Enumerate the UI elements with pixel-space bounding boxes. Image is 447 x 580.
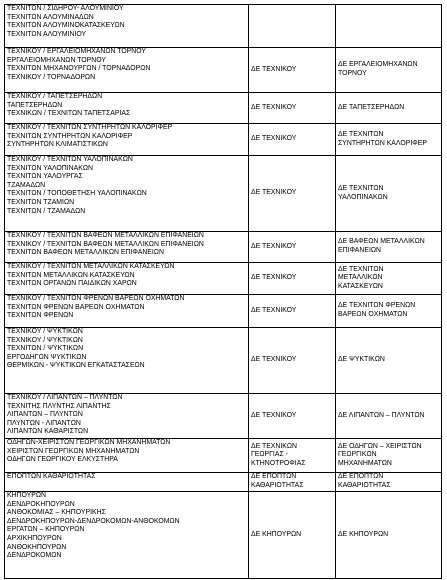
job-titles-cell <box>5 5 249 48</box>
cell-text-line: ΕΠΟΠΤΩΝ ΚΑΘΑΡΙΟΤΗΤΑΣ <box>7 473 96 480</box>
cell-text-line: ΥΑΛΟΠΙΝΑΚΩΝ <box>338 193 388 201</box>
cell-text-line: ΤΕΧΝΙΤΩΝ / ΣΙΔΗΡΟΥ- ΑΛΟΥΜΙΝΙΟΥ <box>7 5 124 12</box>
table-row <box>5 156 442 232</box>
cell-text-line: ΔΕ ΤΕΧΝΙΤΩΝ <box>338 130 384 138</box>
cell-text-line: ΔΕ ΨΥΚΤΙΚΩΝ <box>338 356 385 364</box>
table-row <box>5 93 442 124</box>
table-row <box>5 124 442 156</box>
cell-text-line: ΤΟΡΝΟΥ <box>338 70 367 77</box>
specialty-cell <box>336 232 442 263</box>
specialties-table <box>4 4 442 579</box>
cell-text-line: ΤΕΧΝΙΤΩΝ ΦΡΕΝΩΝ ΒΑΡΕΩΝ ΟΧΗΜΑΤΩΝ <box>7 303 145 311</box>
cell-text-line: ΕΡΓΟΔΗΓΩΝ ΨΥΚΤΙΚΩΝ <box>7 353 87 361</box>
cell-text-line: ΘΕΡΜΙΚΩΝ - ΨΥΚΤΙΚΩΝ ΕΓΚΑΤΑΣΤΑΣΕΩΝ <box>7 362 145 370</box>
cell-text-line: ΔΕ ΤΕΧΝΙΤΩΝ ΦΡΕΝΩΝ <box>338 302 416 310</box>
cell-text-line: ΤΕΧΝΙΚΟΥ / ΨΥΚΤΙΚΩΝ <box>7 336 83 344</box>
cell-text-line: ΚΑΘΑΡΙΟΤΗΤΑΣ <box>338 482 391 489</box>
cell-text-line: ΤΕΧΝΙΤΩΝ ΜΗΧΑΝΟΥΡΓΩΝ / ΤΟΡΝΑΔΟΡΩΝ <box>7 65 151 73</box>
category-cell <box>249 328 336 394</box>
job-titles-cell <box>5 156 249 232</box>
category-cell <box>249 492 336 579</box>
cell-text-line: ΔΕ ΟΔΗΓΩΝ – ΧΕΙΡΙΣΤΩΝ <box>338 442 422 450</box>
cell-text-line: ΔΕ ΤΕΧΝΙΚΟΥ <box>251 242 297 250</box>
cell-text-line: ΤΕΧΝΙΤΩΝ / ΤΖΑΜΑΔΩΝ <box>7 207 86 215</box>
cell-text-line: ΔΕ ΕΠΟΠΤΩΝ <box>338 473 384 481</box>
cell-text-line: ΤΕΧΝΙΤΩΝ ΑΛΟΥΜΙΝΙΟΥ <box>7 30 87 38</box>
cell-text-line: ΜΗΧΑΝΗΜΑΤΩΝ <box>338 459 392 467</box>
cell-text-line: ΤΕΧΝΙΤΗΣ ΠΛΥΝΤΗΣ ΛΙΠΑΝΤΗΣ <box>7 402 111 410</box>
cell-text-line: ΔΕ ΤΕΧΝΙΤΩΝ <box>338 265 384 273</box>
table-row <box>5 295 442 328</box>
cell-text-line: ΛΙΠΑΝΤΩΝ ΚΑΘΑΡΙΣΤΩΝ <box>7 428 89 436</box>
cell-text-line: ΤΕΧΝΙΤΩΝ ΟΡΓΑΝΩΝ ΠΑΙΔΙΚΩΝ ΧΑΡΩΝ <box>7 280 137 288</box>
cell-text-line: ΔΕ ΒΑΦΕΩΝ ΜΕΤΑΛΛΙΚΩΝ <box>338 238 425 246</box>
category-cell <box>249 295 336 328</box>
cell-text-line: ΤΑΠΕΤΣΕΡΗΔΩΝ <box>7 101 63 109</box>
job-titles-cell <box>5 492 249 579</box>
cell-text-line: ΕΡΓΑΤΩΝ – ΚΗΠΟΥΡΩΝ <box>7 526 85 534</box>
cell-text-line: ΚΑΘΑΡΙΟΤΗΤΑΣ <box>251 482 304 489</box>
job-titles-cell <box>5 124 249 156</box>
specialty-cell <box>336 93 442 124</box>
table-row <box>5 232 442 263</box>
job-titles-cell <box>5 439 249 473</box>
cell-text-line: ΒΑΡΕΩΝ ΟΧΗΜΑΤΩΝ <box>338 311 408 318</box>
cell-text-line: ΔΕ ΚΗΠΟΥΡΩΝ <box>338 530 389 538</box>
table-row <box>5 263 442 295</box>
cell-text-line: ΤΕΧΝΙΚΟΥ / ΨΥΚΤΙΚΩΝ <box>7 328 83 335</box>
cell-text-line: ΤΕΧΝΙΚΟΥ / ΤΑΠΕΤΣΕΡΗΔΩΝ <box>7 93 103 100</box>
cell-text-line: ΔΕ ΕΠΟΠΤΩΝ <box>251 473 297 481</box>
specialty-cell <box>336 48 442 93</box>
cell-text-line: ΤΕΧΝΙΚΟΥ / ΤΟΡΝΑΔΟΡΩΝ <box>7 73 96 81</box>
cell-text-line: ΟΔΗΓΩΝ-ΧΕΙΡΙΣΤΩΝ ΓΕΩΡΓΙΚΩΝ ΜΗΧΑΝΗΜΑΤΩΝ <box>7 439 171 446</box>
cell-text-line: ΔΕ ΛΙΠΑΝΤΩΝ – ΠΛΥΝΤΩΝ <box>338 411 425 419</box>
specialty-cell <box>336 295 442 328</box>
cell-text-line: ΔΕ ΤΕΧΝΙΚΟΥ <box>251 411 297 419</box>
cell-text-line: ΚΤΗΝΟΤΡΟΦΙΑΣ <box>251 459 306 467</box>
cell-text-line: ΧΕΙΡΙΣΤΩΝ ΓΕΩΡΓΙΚΩΝ ΜΗΧΑΝΗΜΑΤΩΝ <box>7 447 140 455</box>
specialty-cell <box>336 124 442 156</box>
cell-text-line: ΤΕΧΝΙΤΩΝ ΥΑΛΟΠΙΝΑΚΩΝ <box>7 164 93 172</box>
cell-text-line: ΤΕΧΝΙΤΩΝ ΜΕΤΑΛΛΙΚΩΝ ΚΑΤΑΣΚΕΥΩΝ <box>7 271 135 279</box>
cell-text-line: ΔΕ ΤΕΧΝΙΚΟΥ <box>251 103 297 111</box>
cell-text-line: ΤΕΧΝΙΤΩΝ ΑΛΟΥΜΙΝΑΔΩΝ <box>7 13 94 21</box>
cell-text-line: ΣΥΝΤΗΡΗΤΩΝ ΚΑΛΟΡΙΦΕΡ <box>338 139 427 147</box>
cell-text-line: ΤΕΧΝΙΚΟΥ / ΤΕΧΝΙΤΩΝ ΣΥΝΤΗΡΗΤΩΝ ΚΑΛΟΡΙΦΕΡ <box>7 124 173 131</box>
category-cell <box>249 5 336 48</box>
job-titles-cell <box>5 232 249 263</box>
cell-text-line: ΤΕΧΝΙΚΩΝ / ΤΕΧΝΙΤΩΝ ΤΑΠΕΤΣΑΡΙΑΣ <box>7 110 131 118</box>
category-cell <box>249 124 336 156</box>
cell-text-line: ΤΕΧΝΙΚΟΥ / ΤΕΧΝΙΤΩΝ ΒΑΦΕΩΝ ΜΕΤΑΛΛΙΚΩΝ ΕΠΙΦΑΝΕΙΩΝ <box>7 232 204 239</box>
cell-text-line: ΔΕΝΔΡΟΚΗΠΟΥΡΩΝ-ΔΕΝΔΡΟΚΟΜΩΝ-ΑΝΘΟΚΟΜΩΝ <box>7 517 180 525</box>
cell-text-line: ΔΕ ΤΕΧΝΙΚΟΥ <box>251 356 297 364</box>
table-row <box>5 48 442 93</box>
cell-text-line: ΔΕ ΤΑΠΕΤΣΕΡΗΔΩΝ <box>338 103 405 111</box>
cell-text-line: ΔΕ ΤΕΧΝΙΤΩΝ <box>338 184 384 192</box>
job-titles-cell <box>5 48 249 93</box>
category-cell <box>249 439 336 473</box>
specialty-cell <box>336 328 442 394</box>
cell-text-line: ΔΕ ΕΡΓΑΛΕΙΟΜΗΧΑΝΩΝ <box>338 61 418 69</box>
job-titles-cell <box>5 473 249 492</box>
job-titles-cell <box>5 328 249 394</box>
category-cell <box>249 394 336 439</box>
cell-text-line: ΟΔΗΓΩΝ ΓΕΩΡΓΙΚΟΥ ΕΛΚΥΣΤΗΡΑ <box>7 456 118 464</box>
cell-text-line: ΤΖΑΜΑΔΩΝ <box>7 181 46 189</box>
cell-text-line: ΚΑΤΑΣΚΕΥΩΝ <box>338 282 383 290</box>
table-row <box>5 394 442 439</box>
cell-text-line: ΔΕ ΤΕΧΝΙΚΟΥ <box>251 189 297 197</box>
table-row <box>5 5 442 48</box>
cell-text-line: ΔΕ ΤΕΧΝΙΚΩΝ <box>251 442 298 450</box>
specialty-cell <box>336 5 442 48</box>
cell-text-line: ΤΕΧΝΙΤΩΝ ΥΑΛΟΥΡΓΑΣ <box>7 173 83 181</box>
cell-text-line: ΔΕ ΤΕΧΝΙΚΟΥ <box>251 65 297 73</box>
job-titles-cell <box>5 394 249 439</box>
cell-text-line: ΤΕΧΝΙΤΩΝ / ΨΥΚΤΙΚΩΝ <box>7 345 84 353</box>
category-cell <box>249 93 336 124</box>
cell-text-line: ΔΕ ΤΕΧΝΙΚΟΥ <box>251 306 297 314</box>
cell-text-line: ΓΕΩΡΓΙΑΣ - <box>251 451 288 459</box>
cell-text-line: ΤΕΧΝΙΚΟΥ / ΤΕΧΝΙΤΩΝ ΜΕΤΑΛΛΙΚΩΝ ΚΑΤΑΣΚΕΥΩΝ <box>7 263 175 270</box>
table-row <box>5 328 442 394</box>
job-titles-cell <box>5 93 249 124</box>
category-cell <box>249 232 336 263</box>
cell-text-line: ΔΕΝΔΡΟΚΟΜΩΝ <box>7 552 62 560</box>
table-row <box>5 439 442 473</box>
category-cell <box>249 263 336 295</box>
table-body <box>5 5 442 579</box>
cell-text-line: ΕΠΙΦΑΝΕΙΩΝ <box>338 247 381 254</box>
cell-text-line: ΑΝΘΟΚΟΜΙΑΣ – ΚΗΠΟΥΡΙΚΗΣ <box>7 509 106 517</box>
category-cell <box>249 156 336 232</box>
cell-text-line: ΤΕΧΝΙΤΩΝ ΤΖΑΜΙΩΝ <box>7 198 75 206</box>
job-titles-cell <box>5 263 249 295</box>
cell-text-line: ΓΕΩΡΓΙΚΩΝ <box>338 451 377 459</box>
cell-text-line: ΚΗΠΟΥΡΩΝ <box>7 492 47 499</box>
cell-text-line: ΑΡΧΙΚΗΠΟΥΡΩΝ <box>7 534 62 542</box>
cell-text-line: ΑΝΘΟΚΗΠΟΥΡΩΝ <box>7 543 67 551</box>
cell-text-line: ΤΕΧΝΙΤΩΝ ΒΑΦΕΩΝ ΜΕΤΑΛΛΙΚΩΝ ΕΠΙΦΑΝΕΙΩΝ <box>7 249 164 257</box>
cell-text-line: ΤΕΧΝΙΤΩΝ ΦΡΕΝΩΝ <box>7 312 74 320</box>
job-titles-cell <box>5 295 249 328</box>
cell-text-line: ΔΕΝΔΡΟΚΗΠΟΥΡΩΝ <box>7 500 75 508</box>
specialty-cell <box>336 263 442 295</box>
cell-text-line: ΤΕΧΝΙΤΩΝ ΣΥΝΤΗΡΗΤΩΝ ΚΑΛΟΡΙΦΕΡ <box>7 132 133 140</box>
specialty-cell <box>336 439 442 473</box>
cell-text-line: ΤΕΧΝΙΚΟΥ / ΤΕΧΝΙΤΩΝ ΥΑΛΟΠΙΝΑΚΩΝ <box>7 156 133 163</box>
cell-text-line: ΤΕΧΝΙΚΟΥ / ΛΙΠΑΝΤΩΝ – ΠΛΥΝΤΩΝ <box>7 394 123 401</box>
category-cell <box>249 473 336 492</box>
specialty-cell <box>336 394 442 439</box>
cell-text-line: ΕΡΓΑΛΕΙΟΜΗΧΑΝΩΝ ΤΟΡΝΟΥ <box>7 56 106 64</box>
cell-text-line: ΔΕ ΤΕΧΝΙΚΟΥ <box>251 135 297 143</box>
category-cell <box>249 48 336 93</box>
cell-text-line: ΔΕ ΤΕΧΝΙΚΟΥ <box>251 274 297 282</box>
table-row <box>5 473 442 492</box>
cell-text-line: ΤΕΧΝΙΤΩΝ ΑΛΟΥΜΙΝΟΚΑΤΑΣΚΕΥΩΝ <box>7 22 125 30</box>
cell-text-line: ΤΕΧΝΙΚΟΥ / ΕΡΓΑΛΕΙΟΜΗΧΑΝΩΝ ΤΟΡΝΟΥ <box>7 48 147 55</box>
specialty-cell <box>336 492 442 579</box>
specialty-cell <box>336 156 442 232</box>
cell-text-line: ΤΕΧΝΙΚΟΥ / ΤΕΧΝΙΤΩΝ ΒΑΦΕΩΝ ΜΕΤΑΛΛΙΚΩΝ ΕΠΙΦΑΝΕΙΩΝ <box>7 240 204 248</box>
specialty-cell <box>336 473 442 492</box>
cell-text-line: ΜΕΤΑΛΛΙΚΩΝ <box>338 274 383 282</box>
cell-text-line: ΣΥΝΤΗΡΗΤΩΝ ΚΛΙΜΑΤΙΣΤΙΚΩΝ <box>7 141 108 149</box>
cell-text-line: ΛΙΠΑΝΤΩΝ – ΠΛΥΝΤΩΝ <box>7 411 83 419</box>
cell-text-line: ΔΕ ΚΗΠΟΥΡΩΝ <box>251 530 302 538</box>
cell-text-line: ΠΛΥΝΤΩΝ - ΛΙΠΑΝΤΩΝ <box>7 419 81 427</box>
table-row <box>5 492 442 579</box>
cell-text-line: ΤΕΧΝΙΚΟΥ / ΤΕΧΝΙΤΩΝ ΦΡΕΝΩΝ ΒΑΡΕΩΝ ΟΧΗΜΑΤΩΝ <box>7 295 185 302</box>
cell-text-line: ΤΕΧΝΙΤΩΝ / ΤΟΠΟΘΕΤΗΣΗ ΥΑΛΟΠΙΝΑΚΩΝ <box>7 190 147 198</box>
